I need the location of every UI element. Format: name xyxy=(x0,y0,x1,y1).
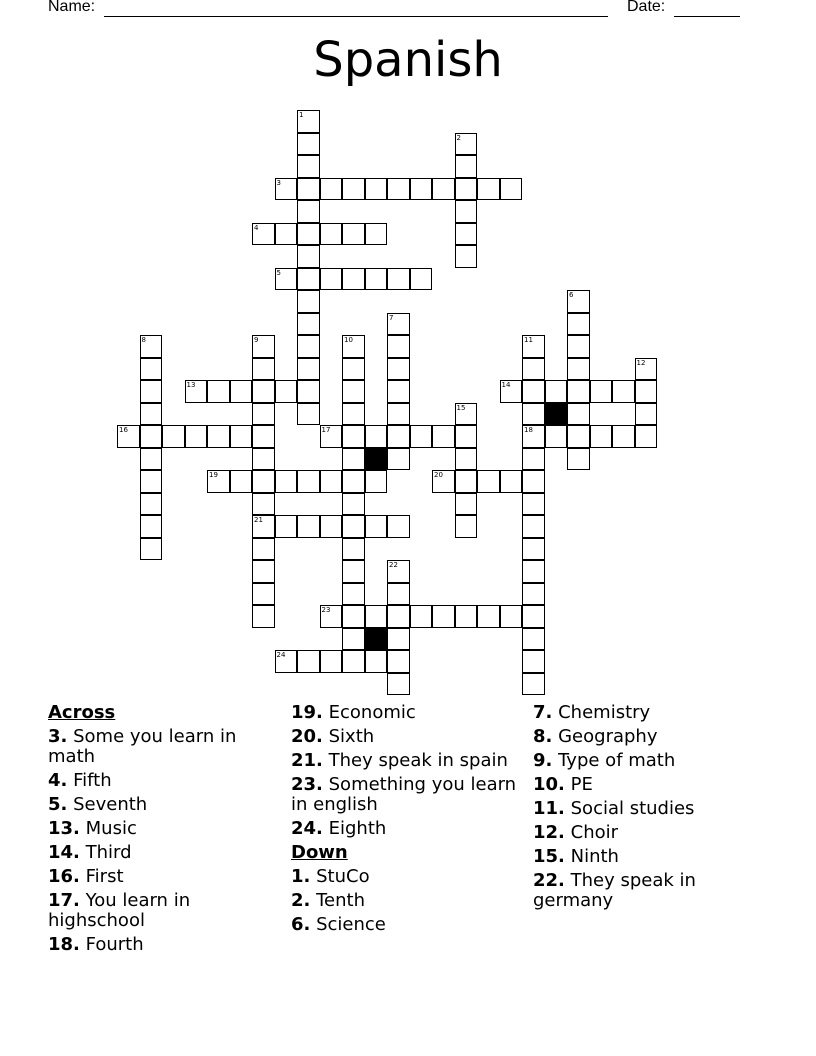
grid-cell[interactable] xyxy=(230,425,253,448)
grid-cell[interactable] xyxy=(365,470,388,493)
grid-cell[interactable] xyxy=(455,448,478,471)
grid-cell[interactable] xyxy=(297,245,320,268)
grid-cell[interactable] xyxy=(410,605,433,628)
clue-across-14: 14. Third xyxy=(48,842,132,863)
grid-cell[interactable] xyxy=(185,425,208,448)
grid-cell[interactable] xyxy=(252,470,275,493)
grid-cell[interactable] xyxy=(342,268,365,291)
cell-number: 8 xyxy=(141,336,146,344)
grid-cell[interactable] xyxy=(297,268,320,291)
grid-cell[interactable] xyxy=(567,313,590,336)
grid-cell[interactable] xyxy=(342,178,365,201)
grid-cell[interactable] xyxy=(387,358,410,381)
grid-cell[interactable] xyxy=(410,425,433,448)
grid-cell[interactable] xyxy=(522,560,545,583)
grid-cell[interactable] xyxy=(320,470,343,493)
grid-cell[interactable] xyxy=(455,245,478,268)
grid-cell[interactable] xyxy=(522,605,545,628)
grid-cell[interactable] xyxy=(342,515,365,538)
grid-cell[interactable] xyxy=(252,583,275,606)
grid-cell[interactable] xyxy=(117,425,140,448)
grid-cell[interactable] xyxy=(297,335,320,358)
cell-number: 11 xyxy=(524,336,533,344)
grid-cell[interactable] xyxy=(342,425,365,448)
cell-number: 18 xyxy=(524,426,533,434)
grid-cell[interactable] xyxy=(567,335,590,358)
grid-cell[interactable] xyxy=(365,223,388,246)
grid-cell[interactable] xyxy=(365,605,388,628)
grid-cell[interactable] xyxy=(455,515,478,538)
clue-down-22: 22. They speak in germany xyxy=(533,870,696,911)
grid-cell[interactable] xyxy=(297,155,320,178)
grid-cell[interactable] xyxy=(387,605,410,628)
grid-cell[interactable] xyxy=(297,313,320,336)
grid-cell[interactable] xyxy=(387,380,410,403)
grid-cell[interactable] xyxy=(252,223,275,246)
clue-across-19: 19. Economic xyxy=(291,702,416,723)
grid-cell[interactable] xyxy=(522,403,545,426)
date-label: Date: xyxy=(627,0,666,15)
clue-down-15: 15. Ninth xyxy=(533,846,619,867)
clue-across-4: 4. Fifth xyxy=(48,770,112,791)
grid-cell[interactable] xyxy=(297,403,320,426)
grid-cell[interactable] xyxy=(275,268,298,291)
grid-cell[interactable] xyxy=(252,605,275,628)
grid-cell[interactable] xyxy=(545,425,568,448)
grid-cell[interactable] xyxy=(612,425,635,448)
clue-across-24: 24. Eighth xyxy=(291,818,387,839)
grid-cell[interactable] xyxy=(387,425,410,448)
cell-number: 3 xyxy=(276,178,281,187)
grid-cell[interactable] xyxy=(320,178,343,201)
cell-number: 16 xyxy=(119,426,128,434)
grid-cell[interactable] xyxy=(140,403,163,426)
grid-cell[interactable] xyxy=(387,515,410,538)
grid-cell[interactable] xyxy=(387,673,410,696)
cell-number: 15 xyxy=(456,403,466,412)
grid-cell[interactable] xyxy=(365,650,388,673)
cell-number: 22 xyxy=(389,561,398,569)
grid-cell[interactable] xyxy=(387,650,410,673)
grid-cell[interactable] xyxy=(252,380,275,403)
grid-cell[interactable] xyxy=(297,223,320,246)
grid-cell[interactable] xyxy=(432,178,455,201)
grid-cell[interactable] xyxy=(522,380,545,403)
grid-cell[interactable] xyxy=(455,425,478,448)
grid-cell[interactable] xyxy=(432,425,455,448)
across-heading: Across xyxy=(48,702,116,723)
black-cell xyxy=(545,403,568,426)
grid-cell[interactable] xyxy=(455,223,478,246)
clue-across-16: 16. First xyxy=(48,866,124,887)
clue-across-23: 23. Something you learn in english xyxy=(291,774,517,815)
grid-cell[interactable] xyxy=(342,493,365,516)
grid-cell[interactable] xyxy=(162,425,185,448)
grid-cell[interactable] xyxy=(342,605,365,628)
grid-cell[interactable] xyxy=(567,425,590,448)
grid-cell[interactable] xyxy=(297,650,320,673)
grid-cell[interactable] xyxy=(342,223,365,246)
grid-cell[interactable] xyxy=(635,380,658,403)
grid-cell[interactable] xyxy=(477,605,500,628)
cell-number: 1 xyxy=(299,111,304,119)
grid-cell[interactable] xyxy=(275,380,298,403)
grid-cell[interactable] xyxy=(297,290,320,313)
grid-cell[interactable] xyxy=(522,583,545,606)
clue-across-21: 21. They speak in spain xyxy=(291,750,508,771)
clue-across-18: 18. Fourth xyxy=(48,934,144,955)
clue-across-17: 17. You learn in highschool xyxy=(48,890,191,931)
grid-cell[interactable] xyxy=(342,380,365,403)
grid-cell[interactable] xyxy=(545,380,568,403)
grid-cell[interactable] xyxy=(522,673,545,696)
clue-column-1 xyxy=(48,703,288,959)
grid-cell[interactable] xyxy=(477,178,500,201)
clue-column-2 xyxy=(291,703,531,939)
grid-cell[interactable] xyxy=(342,403,365,426)
down-heading: Down xyxy=(291,842,348,863)
cell-number: 4 xyxy=(254,223,259,232)
grid-cell[interactable] xyxy=(140,493,163,516)
cell-number: 19 xyxy=(209,471,218,479)
grid-cell[interactable] xyxy=(410,178,433,201)
grid-cell[interactable] xyxy=(387,178,410,201)
grid-cell[interactable] xyxy=(297,200,320,223)
grid-cell[interactable] xyxy=(432,605,455,628)
cell-number: 13 xyxy=(186,381,196,389)
grid-cell[interactable] xyxy=(567,448,590,471)
grid-cell[interactable] xyxy=(275,650,298,673)
grid-cell[interactable] xyxy=(455,470,478,493)
grid-cell[interactable] xyxy=(342,335,365,358)
clue-column-3 xyxy=(533,703,773,915)
grid-cell[interactable] xyxy=(387,268,410,291)
grid-cell[interactable] xyxy=(207,380,230,403)
grid-cell[interactable] xyxy=(297,110,320,133)
grid-cell[interactable] xyxy=(477,470,500,493)
clue-across-20: 20. Sixth xyxy=(291,726,375,747)
grid-cell[interactable] xyxy=(320,425,343,448)
grid-cell[interactable] xyxy=(275,178,298,201)
clue-down-11: 11. Social studies xyxy=(533,798,695,819)
grid-cell[interactable] xyxy=(275,470,298,493)
grid-cell[interactable] xyxy=(140,335,163,358)
grid-cell[interactable] xyxy=(522,538,545,561)
grid-cell[interactable] xyxy=(140,538,163,561)
grid-cell[interactable] xyxy=(297,178,320,201)
grid-cell[interactable] xyxy=(455,155,478,178)
clue-down-10: 10. PE xyxy=(533,774,593,795)
grid-cell[interactable] xyxy=(522,628,545,651)
grid-cell[interactable] xyxy=(207,470,230,493)
grid-cell[interactable] xyxy=(522,448,545,471)
grid-cell[interactable] xyxy=(387,560,410,583)
clue-down-12: 12. Choir xyxy=(533,822,619,843)
grid-cell[interactable] xyxy=(387,448,410,471)
grid-cell[interactable] xyxy=(342,448,365,471)
grid-cell[interactable] xyxy=(522,650,545,673)
clue-down-9: 9. Type of math xyxy=(533,750,676,771)
grid-cell[interactable] xyxy=(320,650,343,673)
clue-down-8: 8. Geography xyxy=(533,726,658,747)
grid-cell[interactable] xyxy=(230,380,253,403)
clue-down-1: 1. StuCo xyxy=(291,866,370,887)
grid-cell[interactable] xyxy=(140,448,163,471)
clue-across-13: 13. Music xyxy=(48,818,137,839)
grid-cell[interactable] xyxy=(320,268,343,291)
cell-number: 21 xyxy=(254,516,263,524)
grid-cell[interactable] xyxy=(455,605,478,628)
grid-cell[interactable] xyxy=(500,605,523,628)
black-cell xyxy=(365,628,388,651)
cell-number: 7 xyxy=(389,313,394,322)
grid-cell[interactable] xyxy=(252,493,275,516)
grid-cell[interactable] xyxy=(342,470,365,493)
grid-cell[interactable] xyxy=(320,515,343,538)
grid-cell[interactable] xyxy=(252,538,275,561)
grid-cell[interactable] xyxy=(387,583,410,606)
grid-cell[interactable] xyxy=(230,470,253,493)
grid-cell[interactable] xyxy=(455,133,478,156)
grid-cell[interactable] xyxy=(522,335,545,358)
grid-cell[interactable] xyxy=(252,335,275,358)
clue-down-7: 7. Chemistry xyxy=(533,702,651,723)
grid-cell[interactable] xyxy=(275,515,298,538)
grid-cell[interactable] xyxy=(635,358,658,381)
cell-number: 12 xyxy=(636,358,646,367)
puzzle-title: Spanish xyxy=(313,32,503,88)
grid-cell[interactable] xyxy=(252,403,275,426)
cell-number: 20 xyxy=(434,471,443,479)
grid-cell[interactable] xyxy=(522,515,545,538)
grid-cell[interactable] xyxy=(455,200,478,223)
grid-cell[interactable] xyxy=(185,380,208,403)
grid-cell[interactable] xyxy=(252,560,275,583)
grid-cell[interactable] xyxy=(590,425,613,448)
grid-cell[interactable] xyxy=(455,493,478,516)
grid-cell[interactable] xyxy=(365,268,388,291)
grid-cell[interactable] xyxy=(590,380,613,403)
grid-cell[interactable] xyxy=(612,380,635,403)
grid-cell[interactable] xyxy=(252,515,275,538)
grid-cell[interactable] xyxy=(522,470,545,493)
clue-across-5: 5. Seventh xyxy=(48,794,148,815)
grid-cell[interactable] xyxy=(140,470,163,493)
grid-cell[interactable] xyxy=(455,178,478,201)
grid-cell[interactable] xyxy=(320,223,343,246)
clue-down-6: 6. Science xyxy=(291,914,386,935)
cell-number: 17 xyxy=(321,426,331,434)
grid-cell[interactable] xyxy=(252,425,275,448)
cell-number: 5 xyxy=(276,268,281,277)
name-label: Name: xyxy=(48,0,96,15)
grid-cell[interactable] xyxy=(387,628,410,651)
grid-cell[interactable] xyxy=(365,515,388,538)
grid-cell[interactable] xyxy=(635,403,658,426)
grid-cell[interactable] xyxy=(297,380,320,403)
black-cell xyxy=(365,448,388,471)
grid-cell[interactable] xyxy=(567,403,590,426)
clue-across-3: 3. Some you learn in math xyxy=(48,726,237,767)
grid-cell[interactable] xyxy=(342,650,365,673)
cell-number: 10 xyxy=(344,336,353,344)
cell-number: 24 xyxy=(276,651,286,659)
grid-cell[interactable] xyxy=(500,470,523,493)
grid-cell[interactable] xyxy=(500,380,523,403)
grid-cell[interactable] xyxy=(387,313,410,336)
grid-cell[interactable] xyxy=(140,380,163,403)
grid-cell[interactable] xyxy=(252,448,275,471)
grid-cell[interactable] xyxy=(635,425,658,448)
grid-cell[interactable] xyxy=(297,470,320,493)
grid-cell[interactable] xyxy=(140,425,163,448)
grid-cell[interactable] xyxy=(387,335,410,358)
cell-number: 14 xyxy=(501,381,511,389)
grid-cell[interactable] xyxy=(342,560,365,583)
grid-cell[interactable] xyxy=(297,133,320,156)
cell-number: 23 xyxy=(321,606,331,614)
cell-number: 9 xyxy=(254,336,259,344)
grid-cell[interactable] xyxy=(522,358,545,381)
grid-cell[interactable] xyxy=(567,290,590,313)
cell-number: 2 xyxy=(456,133,461,142)
grid-cell[interactable] xyxy=(140,515,163,538)
grid-cell[interactable] xyxy=(522,425,545,448)
grid-cell[interactable] xyxy=(365,425,388,448)
grid-cell[interactable] xyxy=(365,178,388,201)
cell-number: 6 xyxy=(569,291,574,299)
grid-cell[interactable] xyxy=(297,358,320,381)
grid-cell[interactable] xyxy=(252,358,275,381)
grid-cell[interactable] xyxy=(500,178,523,201)
grid-cell[interactable] xyxy=(342,358,365,381)
grid-cell[interactable] xyxy=(275,223,298,246)
grid-cell[interactable] xyxy=(342,538,365,561)
grid-cell[interactable] xyxy=(297,515,320,538)
grid-cell[interactable] xyxy=(342,583,365,606)
grid-cell[interactable] xyxy=(387,403,410,426)
grid-cell[interactable] xyxy=(455,403,478,426)
grid-cell[interactable] xyxy=(410,268,433,291)
grid-cell[interactable] xyxy=(207,425,230,448)
grid-cell[interactable] xyxy=(320,605,343,628)
grid-cell[interactable] xyxy=(567,380,590,403)
grid-cell[interactable] xyxy=(342,628,365,651)
grid-cell[interactable] xyxy=(140,358,163,381)
grid-cell[interactable] xyxy=(567,358,590,381)
grid-cell[interactable] xyxy=(432,470,455,493)
clue-down-2: 2. Tenth xyxy=(291,890,365,911)
grid-cell[interactable] xyxy=(522,493,545,516)
